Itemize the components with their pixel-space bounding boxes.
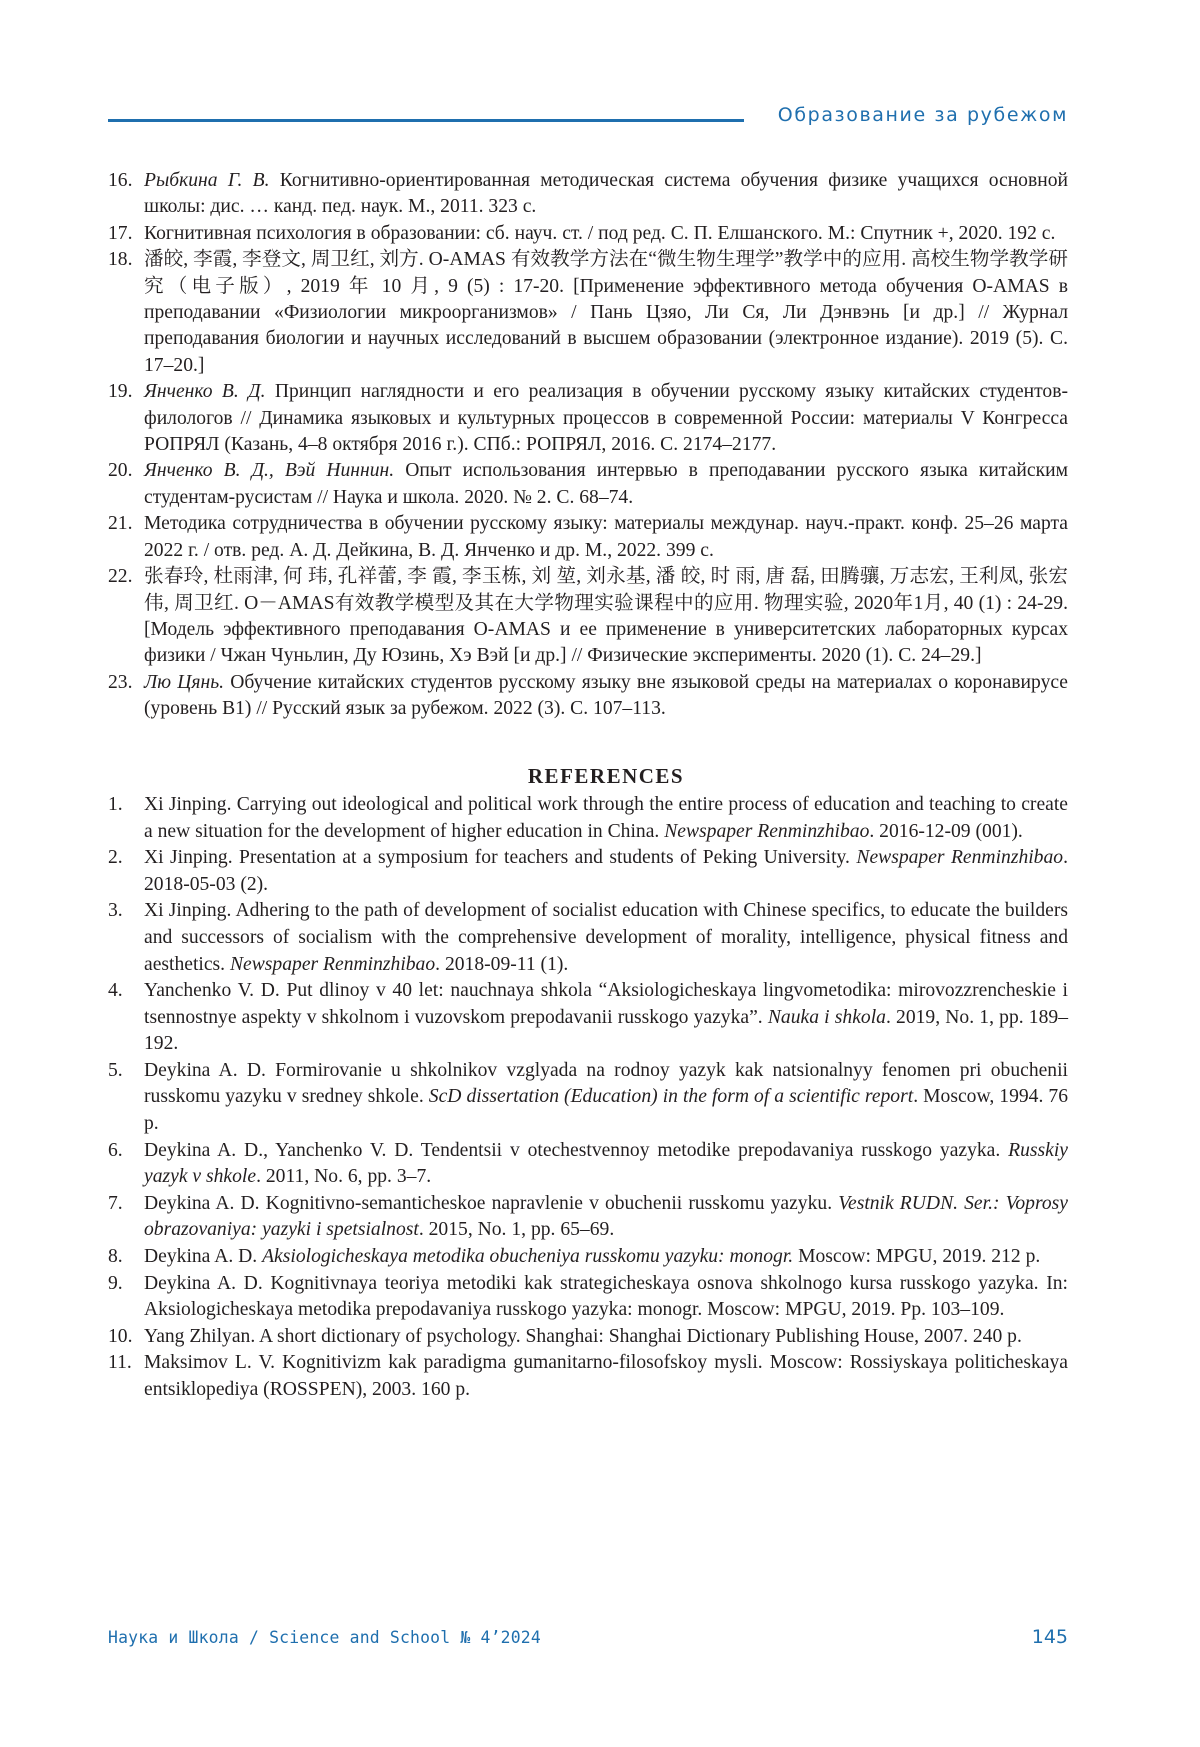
reference-text: . Moscow, 1994. 76 p. — [144, 1086, 1069, 1135]
reference-item — [108, 1244, 1068, 1271]
reference-italic-text: Vestnik RUDN. Ser.: Voprosy obrazovaniya: yazyki i spetsialnost — [144, 1192, 1068, 1241]
reference-item — [108, 792, 1068, 845]
reference-list-english — [108, 792, 1068, 1404]
reference-italic-text: Лю Цянь. — [144, 671, 225, 693]
reference-text: . 2019, No. 1, pp. 189–192. — [144, 1006, 1068, 1055]
reference-text: . 2016-12-09 (001). — [869, 820, 1023, 842]
reference-text: Принцип наглядности и его реализация в обучении русскому языку китайских студентов-филологов // Динамика языковых и культурных процессов в современной России: материалы V Конгресса РОПРЯЛ (Казань, 4–8 октября 2016 г.). СПб.: РОПРЯЛ, 2016. С. 2174–2177. — [144, 381, 1069, 456]
page-number: 145 — [1031, 1626, 1068, 1648]
references-heading: REFERENCES — [527, 763, 685, 788]
page-content — [108, 168, 1068, 1404]
reference-italic-text: Newspaper Renminzhibao — [664, 820, 870, 842]
reference-text: 潘皎, 李霞, 李登文, 周卫红, 刘方. O-AMAS 有效教学方法在“微生物生理学”教学中的应用. 高校生物学教学研究（电子版）, 2019 年 10 月, 9 (5) : 17-20. [Применение эффективного метода обучения O-AMAS в преподавании «Физиологии микроорганизмов» / Пань Цзяо, Ли Ся, Ли Дэнвэнь [и др.] // Журнал преподавания биологии и научных исследований в высшем образовании (электронное издание). 2019 (5). С. 17–20.] — [144, 249, 1068, 376]
reference-text: Maksimov L. V. Kognitivizm kak paradigma gumanitarno-filosofskoy mysli. Moscow: Rossiyskaya politicheskaya entsiklopediya (ROSSPEN), 2003. 160 p. — [144, 1352, 1068, 1400]
reference-number: 11. — [108, 1352, 132, 1374]
reference-number: 5. — [108, 1059, 123, 1081]
footer-journal: Наука и Школа / Science and School № 4’2024 — [108, 1628, 541, 1647]
reference-number: 7. — [108, 1192, 123, 1214]
reference-italic-text: ScD dissertation (Education) in the form of a scientific report — [428, 1086, 914, 1108]
reference-item — [108, 564, 1068, 670]
reference-text: Когнитивная психология в образовании: сб. науч. ст. / под ред. С. П. Елшанского. М.: Спутник +, 2020. 192 с. — [144, 222, 1056, 244]
reference-item — [108, 1058, 1068, 1138]
reference-text: Xi Jinping. Presentation at a symposium for teachers and students of Peking University. — [144, 847, 857, 869]
reference-number: 23. — [108, 671, 133, 693]
reference-number: 8. — [108, 1246, 123, 1268]
reference-item — [108, 379, 1068, 458]
reference-number: 16. — [108, 170, 133, 191]
reference-item — [108, 1350, 1068, 1403]
reference-number: 10. — [108, 1325, 133, 1347]
reference-text: Xi Jinping. Adhering to the path of development of socialist education with Chinese specifics, to educate the builders and successors of socialism with the comprehensive development of morality, intelligence, physical fitness and aesthetics. — [144, 900, 1068, 975]
reference-item — [108, 247, 1068, 379]
reference-number: 4. — [108, 980, 123, 1002]
journal-section-title: Образование за рубежом — [777, 104, 1068, 126]
reference-number: 1. — [108, 793, 123, 815]
reference-text: Deykina A. D. Kognitivnaya teoriya metodiki kak strategicheskaya osnova shkolnogo kursa russkogo yazyka. In: Aksiologicheskaya metodika prepodavaniya russkogo yazyka: monogr. Moscow: MPGU, 2019. Pp. 103–109. — [144, 1272, 1068, 1321]
reference-number: 19. — [108, 381, 133, 403]
reference-item — [108, 1324, 1068, 1351]
reference-italic-text: Янченко В. Д., Вэй Ниннин. — [144, 460, 395, 482]
reference-text: Deykina A. D. — [144, 1246, 263, 1268]
reference-text: . 2015, No. 1, pp. 65–69. — [418, 1219, 615, 1241]
reference-number: 3. — [108, 900, 123, 922]
reference-list-russian — [108, 168, 1068, 723]
reference-item — [108, 168, 1068, 221]
reference-text: Когнитивно-ориентированная методическая система обучения физике учащихся основной школы: дис. … канд. пед. наук. М., 2011. 323 с. — [144, 170, 1069, 218]
reference-italic-text: Newspaper Renminzhibao — [856, 847, 1064, 869]
reference-text: Xi Jinping. Carrying out ideological and political work through the entire process of education and teaching to create a new situation for the development of higher education in China. — [144, 793, 1068, 842]
reference-item — [108, 1191, 1068, 1244]
reference-text: Методика сотрудничества в обучении русскому языку: материалы междунар. науч.-практ. конф. 25–26 марта 2022 г. / отв. ред. А. Д. Дейкина, В. Д. Янченко и др. М., 2022. 399 с. — [144, 513, 1068, 561]
reference-item — [108, 978, 1068, 1058]
header-rule — [108, 119, 744, 122]
reference-item — [108, 845, 1068, 898]
reference-number: 9. — [108, 1272, 123, 1294]
reference-text: 张春玲, 杜雨津, 何 玮, 孔祥蕾, 李 霞, 李玉栋, 刘 堃, 刘永基, 潘 皎, 时 雨, 唐 磊, 田腾骧, 万志宏, 王利凤, 张宏伟, 周卫红. O－AMAS有效教学模型及其在大学物理实验课程中的应用. 物理实验, 2020年1月, 40 (1) : 24-29. [Модель эффективного преподавания O-AMAS и ее применение в университетских лабораторных курсах физики / Чжан Чуньлин, Ду Юзинь, Хэ Вэй [и др.] // Физические эксперименты. 2020 (1). С. 24–29.] — [144, 566, 1068, 667]
reference-text: Deykina A. D. Kognitivno-semanticheskoe napravlenie v obuchenii russkomu yazyku. — [144, 1192, 839, 1214]
reference-text: Deykina A. D. Formirovanie u shkolnikov vzglyada na rodnoy yazyk kak natsionalnyy fenomen pri obuchenii russkomu yazyku v sredney shkole. — [144, 1059, 1068, 1108]
reference-number: 2. — [108, 847, 123, 869]
reference-item — [108, 1271, 1068, 1324]
reference-text: Moscow: MPGU, 2019. 212 p. — [793, 1246, 1041, 1268]
reference-item — [108, 221, 1068, 247]
reference-number: 20. — [108, 460, 133, 482]
reference-text: Yang Zhilyan. A short dictionary of psychology. Shanghai: Shanghai Dictionary Publishing House, 2007. 240 p. — [144, 1325, 1022, 1347]
reference-italic-text: Newspaper Renminzhibao — [229, 953, 436, 975]
reference-text: . 2018-09-11 (1). — [435, 953, 569, 975]
reference-item — [108, 670, 1068, 723]
reference-text: . 2018-05-03 (2). — [144, 847, 1068, 895]
reference-item — [108, 458, 1068, 511]
reference-number: 21. — [108, 513, 133, 535]
reference-italic-text: Russkiy yazyk v shkole — [144, 1139, 1068, 1188]
reference-text: Deykina A. D., Yanchenko V. D. Tendentsii v otechestvennoy metodike prepodavaniya russkogo yazyka. — [144, 1139, 1009, 1161]
reference-number: 17. — [108, 222, 133, 244]
reference-text: Yanchenko V. D. Put dlinoy v 40 let: nauchnaya shkola “Aksiologicheskaya lingvometodika: mirovozzrencheskie i tsennostnye aspekty v shkolnom i vuzovskom prepodavanii russkogo yazyka”. — [144, 980, 1068, 1028]
reference-number: 6. — [108, 1139, 123, 1161]
reference-text: Обучение китайских студентов русскому языку вне языковой среды на материалах о коронавирусе (уровень В1) // Русский язык за рубежом. 2022 (3). С. 107–113. — [144, 671, 1069, 720]
reference-number: 22. — [108, 566, 133, 588]
reference-italic-text: Янченко В. Д. — [144, 381, 266, 403]
reference-text: . 2011, No. 6, pp. 3–7. — [256, 1166, 432, 1188]
reference-item — [108, 1138, 1068, 1191]
reference-item — [108, 511, 1068, 564]
reference-text: Опыт использования интервью в преподавании русского языка китайским студентам-русистам // Наука и школа. 2020. № 2. С. 68–74. — [144, 460, 1068, 508]
reference-italic-text: Aksiologicheskaya metodika obucheniya russkomu yazyku: monogr. — [262, 1246, 794, 1268]
reference-italic-text: Рыбкина Г. В. — [144, 170, 270, 191]
reference-item — [108, 898, 1068, 978]
reference-number: 18. — [108, 249, 133, 271]
reference-italic-text: Nauka i shkola — [767, 1006, 886, 1028]
